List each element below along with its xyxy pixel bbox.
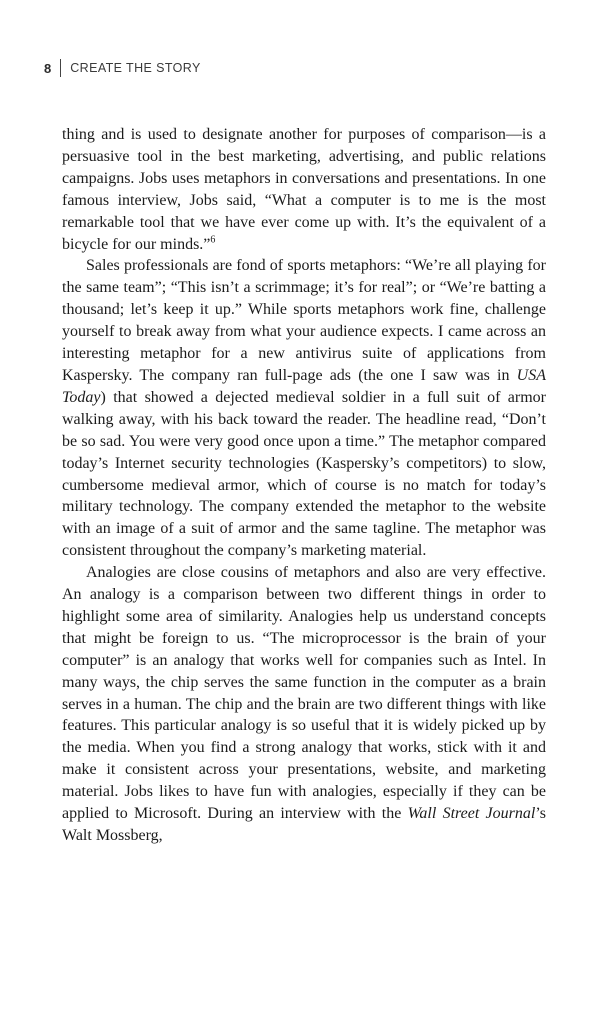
- paragraph-text: thing and is used to designate another for purposes of comparison—is a persuasive tool in the best marketing, advertising, and public relations campaigns. Jobs uses metaphors in conversations and presentations. In one famous interview, Jobs said, “What a computer is to me is the most remarkable tool that we have ever come up with. It’s the equivalent of a bicycle for our minds.”: [62, 126, 546, 253]
- publication-title: Wall Street Journal: [407, 805, 536, 823]
- paragraph-continued: [62, 124, 546, 255]
- section-title: CREATE THE STORY: [70, 61, 201, 75]
- paragraph-analogies: [62, 562, 546, 847]
- paragraph-text: Analogies are close cousins of metaphors and also are very effective. An analogy is a comparison between two different things in order to highlight some area of similarity. Analogies help us understand concepts that might be foreign to us. “The microprocessor is the brain of your computer” is an analogy that works well for companies such as Intel. In many ways, the chip serves the same function in the computer as a brain serves in a human. The chip and the brain are two different things with like features. This particular analogy is so useful that it is widely picked up by the media. When you find a strong analogy that works, stick with it and make it consistent across your presentations, website, and marketing material. Jobs likes to have fun with analogies, especially if they can be applied to Microsoft. During an interview with the: [62, 564, 546, 823]
- header-divider: [60, 59, 61, 77]
- paragraph-text: ’s Walt Mossberg,: [62, 805, 547, 844]
- paragraph-sports-metaphors: [62, 255, 546, 562]
- publication-title: USA Today: [62, 366, 546, 406]
- body-text: [62, 124, 546, 847]
- paragraph-text: ) that showed a dejected medieval soldier in a full suit of armor walking away, with his back toward the reader. The headline read, “Don’t be so sad. You were very good once upon a time.” The metaphor compared today’s Internet security technologies (Kaspersky’s competitors) to slow, cumbersome medieval armor, which of course is no match for today’s military technology. The company extended the metaphor to the website with an image of a suit of armor and the same tagline. The metaphor was consistent throughout the company’s marketing material.: [62, 388, 546, 560]
- page-number: 8: [44, 60, 52, 76]
- running-head: [44, 58, 201, 78]
- paragraph-text: Sales professionals are fond of sports metaphors: “We’re all playing for the same team”; “This isn’t a scrimmage; it’s for real”; or “We’re batting a thousand; let’s keep it up.” While sports metaphors work fine, challenge yourself to break away from what your audience expects. I came across an interesting metaphor for a new antivirus suite of applications from Kaspersky. The company ran full-page ads (the one I saw was in: [62, 257, 546, 384]
- footnote-marker: 6: [210, 234, 216, 246]
